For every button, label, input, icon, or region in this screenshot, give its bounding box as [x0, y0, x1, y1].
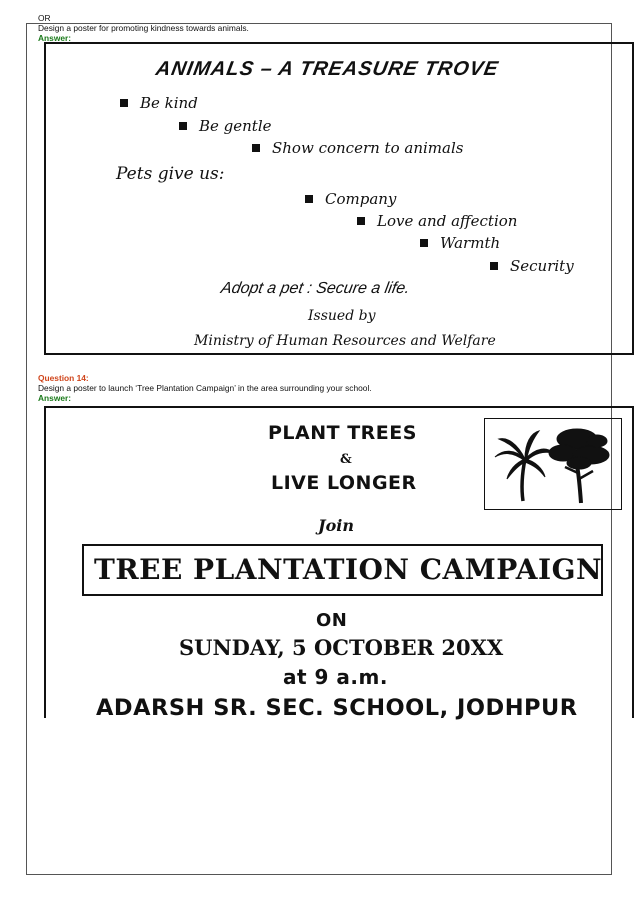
campaign-date: SUNDAY, 5 OCTOBER 20XX	[179, 635, 504, 660]
ampersand: &	[340, 452, 352, 467]
trees-illustration	[484, 418, 622, 510]
issued-by-label: Issued by	[308, 308, 376, 324]
poster-item-security: Security	[490, 257, 574, 275]
tree-icon	[485, 419, 620, 508]
poster-item-love: Love and affection	[357, 212, 517, 230]
poster-item-be-kind: Be kind	[120, 94, 198, 112]
question-13-prompt: Design a poster for promoting kindness towards animals.	[38, 23, 249, 33]
campaign-title: TREE PLANTATION CAMPAIGN	[94, 553, 603, 586]
poster-item-company: Company	[305, 190, 396, 208]
tree-plantation-poster	[44, 406, 634, 721]
poster-title: ANIMALS – A TREASURE TROVE	[154, 58, 501, 80]
on-label: ON	[316, 610, 348, 631]
question-14-prompt: Design a poster to launch ‘Tree Plantation Campaign’ in the area surrounding your school.	[38, 383, 372, 393]
answer-label-1: Answer:	[38, 33, 72, 43]
campaign-time: at 9 a.m.	[283, 665, 388, 689]
plant-trees-line: PLANT TREES	[268, 422, 417, 444]
poster-item-show-concern: Show concern to animals	[252, 139, 463, 157]
or-label: OR	[38, 13, 51, 23]
live-longer-line: LIVE LONGER	[271, 472, 417, 494]
animal-kindness-poster	[44, 42, 634, 355]
join-label: Join	[318, 516, 354, 535]
poster-item-be-gentle: Be gentle	[179, 117, 272, 135]
answer-label-2: Answer:	[38, 393, 72, 403]
campaign-box	[82, 544, 603, 596]
poster-slogan: Adopt a pet : Secure a life.	[219, 280, 412, 297]
question-14-label: Question 14:	[38, 373, 89, 383]
poster-item-warmth: Warmth	[420, 234, 500, 252]
issuer-name: Ministry of Human Resources and Welfare	[194, 333, 496, 349]
pets-heading: Pets give us:	[116, 164, 225, 184]
campaign-venue: ADARSH SR. SEC. SCHOOL, JODHPUR	[96, 695, 578, 721]
